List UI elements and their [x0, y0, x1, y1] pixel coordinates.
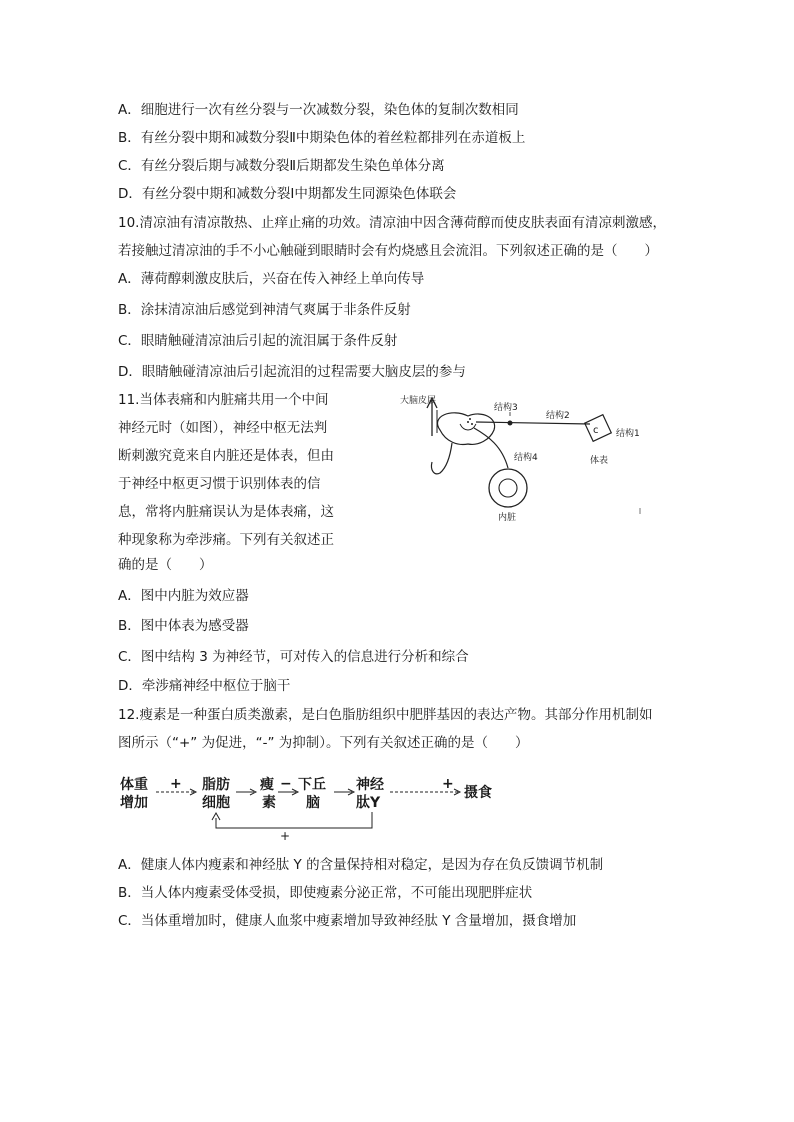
q11-stem-line-6: 种现象称为牵涉痛。下列有关叙述正	[118, 532, 334, 548]
node-eat: 摄食	[464, 785, 492, 801]
node-fat-1: 脂肪	[202, 777, 230, 793]
q11-stem-line-4: 于神经中枢更习惯于识别体表的信	[118, 476, 321, 492]
q10-option-c: C．眼睛触碰清凉油后引起的流泪属于条件反射	[118, 333, 398, 349]
node-leptin-1: 瘦	[260, 777, 274, 793]
plus-1: +	[170, 776, 182, 792]
node-weight-2: 增加	[120, 795, 148, 811]
q12-stem-line-2: 图所示（“+” 为促进，“-” 为抑制）。下列有关叙述正确的是（ ）	[118, 735, 529, 751]
q9-option-d: D．有丝分裂中期和减数分裂Ⅰ中期都发生同源染色体联会	[118, 186, 457, 202]
viscera-label: 内脏	[498, 513, 517, 523]
q10-stem-line-1: 10.清凉油有清凉散热、止痒止痛的功效。清凉油中因含薄荷醇而使皮肤表面有清凉刺激感，	[118, 215, 666, 231]
plus-feedback: +	[280, 829, 291, 842]
q12-stem-line-1: 12.瘦素是一种蛋白质类激素，是白色脂肪组织中肥胖基因的表达产物。其部分作用机制如	[118, 707, 653, 723]
body-surface-label: 体表	[590, 456, 609, 466]
referred-pain-diagram	[390, 388, 680, 523]
node-npy-1: 神经	[356, 777, 384, 793]
q11-option-c: C．图中结构 3 为神经节，可对传入的信息进行分析和综合	[118, 649, 469, 665]
q11-option-b: B．图中体表为感受器	[118, 618, 249, 634]
q9-option-c: C．有丝分裂后期与减数分裂Ⅱ后期都发生染色单体分离	[118, 158, 445, 174]
node-npy-2: 肽Y	[356, 795, 381, 811]
q11-stem-line-2: 神经元时（如图），神经中枢无法判	[118, 420, 328, 436]
q11-stem-line-7: 确的是（ ）	[118, 557, 213, 573]
node-hypo-2: 脑	[306, 795, 320, 811]
q12-option-c: C．当体重增加时，健康人血浆中瘦素增加导致神经肽 Y 含量增加，摄食增加	[118, 913, 577, 929]
structure-4-label: 结构4	[514, 453, 538, 463]
structure-2-label: 结构2	[546, 411, 570, 421]
q11-option-a: A．图中内脏为效应器	[118, 588, 249, 604]
q12-option-b: B．当人体内瘦素受体受损，即使瘦素分泌正常，不可能出现肥胖症状	[118, 885, 533, 901]
q11-stem-line-5: 息，常将内脏痛误认为是体表痛，这	[118, 504, 334, 520]
node-fat-2: 细胞	[202, 795, 230, 811]
q10-option-a: A．薄荷醇刺激皮肤后，兴奋在传入神经上单向传导	[118, 271, 425, 287]
node-hypo-1: 下丘	[298, 777, 326, 793]
plus-2: +	[442, 776, 454, 792]
q12-option-a: A．健康人体内瘦素和神经肽 Y 的含量保持相对稳定，是因为存在负反馈调节机制	[118, 857, 604, 873]
node-leptin-2: 素	[262, 795, 276, 811]
q9-option-b: B．有丝分裂中期和减数分裂Ⅱ中期染色体的着丝粒都排列在赤道板上	[118, 130, 526, 146]
structure-3-label: 结构3	[494, 403, 518, 413]
q10-option-b: B．涂抹清凉油后感觉到神清气爽属于非条件反射	[118, 302, 411, 318]
q10-option-d: D．眼睛触碰清凉油后引起流泪的过程需要大脑皮层的参与	[118, 364, 466, 380]
q11-stem-line-3: 断刺激究竟来自内脏还是体表，但由	[118, 448, 334, 464]
leptin-mechanism-diagram	[112, 770, 512, 842]
cortex-label: 大脑皮层	[400, 396, 437, 406]
minus-1: −	[280, 776, 292, 792]
q9-option-a: A．细胞进行一次有丝分裂与一次减数分裂，染色体的复制次数相同	[118, 102, 519, 118]
svg-text:c: c	[593, 425, 599, 436]
node-weight-1: 体重	[120, 777, 148, 793]
structure-1-label: 结构1	[616, 429, 640, 439]
q10-stem-line-2: 若接触过清凉油的手不小心触碰到眼睛时会有灼烧感且会流泪。下列叙述正确的是（ ）	[118, 243, 658, 259]
q11-stem-line-1: 11.当体表痛和内脏痛共用一个中间	[118, 392, 329, 408]
q11-option-d: D．牵涉痛神经中枢位于脑干	[118, 678, 291, 694]
